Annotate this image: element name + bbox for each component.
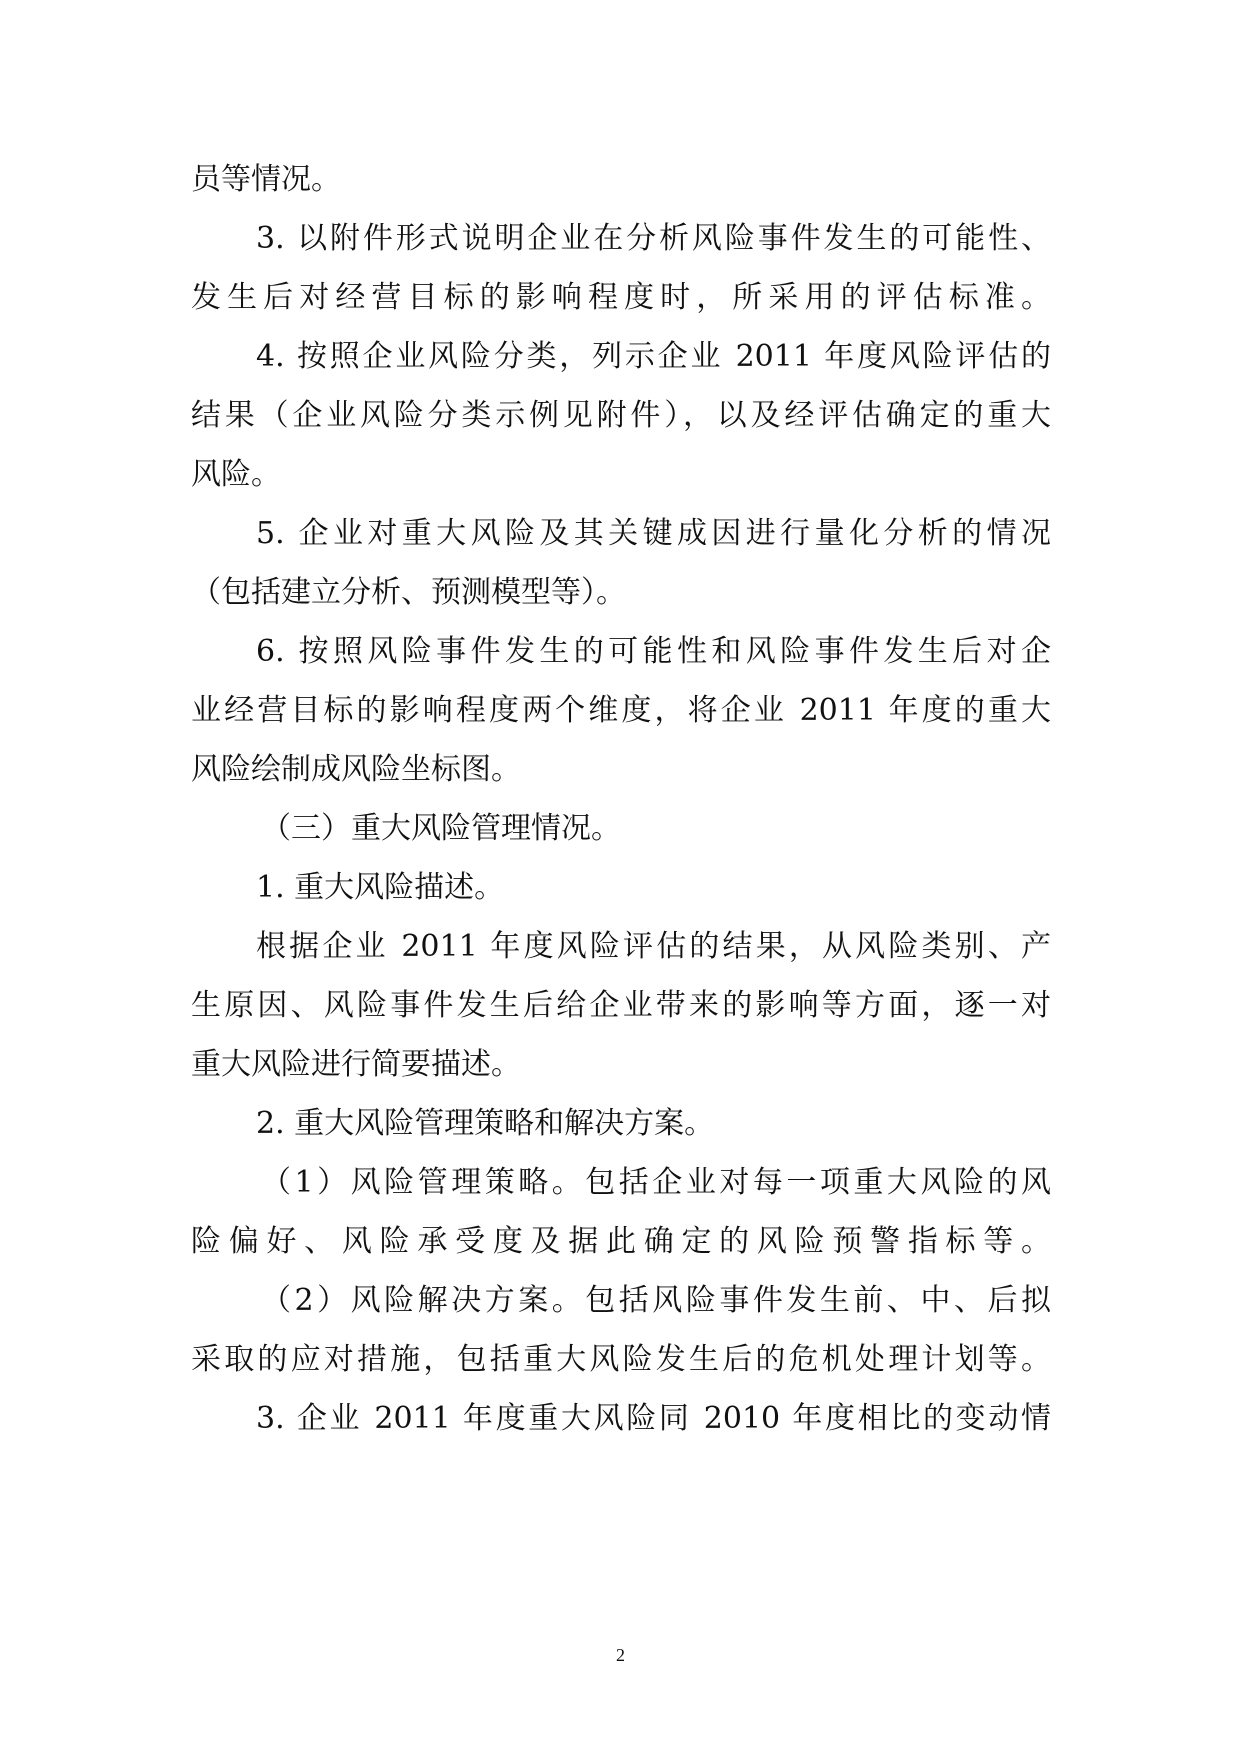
- text-line: 3. 企业 2011 年度重大风险同 2010 年度相比的变动情: [256, 1401, 1051, 1436]
- text-line: 5. 企业对重大风险及其关键成因进行量化分析的情况: [256, 516, 1051, 551]
- text-line: 生原因、风险事件发生后给企业带来的影响等方面，逐一对: [191, 988, 1051, 1023]
- text-line: 重大风险进行简要描述。: [191, 1047, 521, 1082]
- text-line: 6. 按照风险事件发生的可能性和风险事件发生后对企: [256, 634, 1051, 669]
- text-line: 3. 以附件形式说明企业在分析风险事件发生的可能性、: [256, 221, 1051, 256]
- text-line: 业经营目标的影响程度两个维度，将企业 2011 年度的重大: [191, 693, 1051, 728]
- text-line: 4. 按照企业风险分类，列示企业 2011 年度风险评估的: [256, 339, 1051, 374]
- text-line: 员等情况。: [191, 162, 341, 197]
- body-text: [191, 150, 1051, 1448]
- text-line: （1）风险管理策略。包括企业对每一项重大风险的风: [261, 1165, 1051, 1200]
- text-line: 发生后对经营目标的影响程度时，所采用的评估标准。: [191, 280, 1051, 315]
- text-line: 结果（企业风险分类示例见附件），以及经评估确定的重大: [191, 398, 1051, 433]
- text-line: （三）重大风险管理情况。: [261, 811, 621, 846]
- text-line: 根据企业 2011 年度风险评估的结果，从风险类别、产: [256, 929, 1051, 964]
- page-number: 2: [616, 1645, 625, 1665]
- text-line: 2. 重大风险管理策略和解决方案。: [256, 1106, 715, 1141]
- text-line: 风险。: [191, 457, 281, 492]
- text-line: （包括建立分析、预测模型等）。: [191, 575, 626, 610]
- text-line: 风险绘制成风险坐标图。: [191, 752, 521, 787]
- text-line: 采取的应对措施，包括重大风险发生后的危机处理计划等。: [191, 1342, 1051, 1377]
- text-line: （2）风险解决方案。包括风险事件发生前、中、后拟: [261, 1283, 1051, 1318]
- text-line: 1. 重大风险描述。: [256, 870, 505, 905]
- text-line: 险偏好、风险承受度及据此确定的风险预警指标等。: [191, 1224, 1051, 1259]
